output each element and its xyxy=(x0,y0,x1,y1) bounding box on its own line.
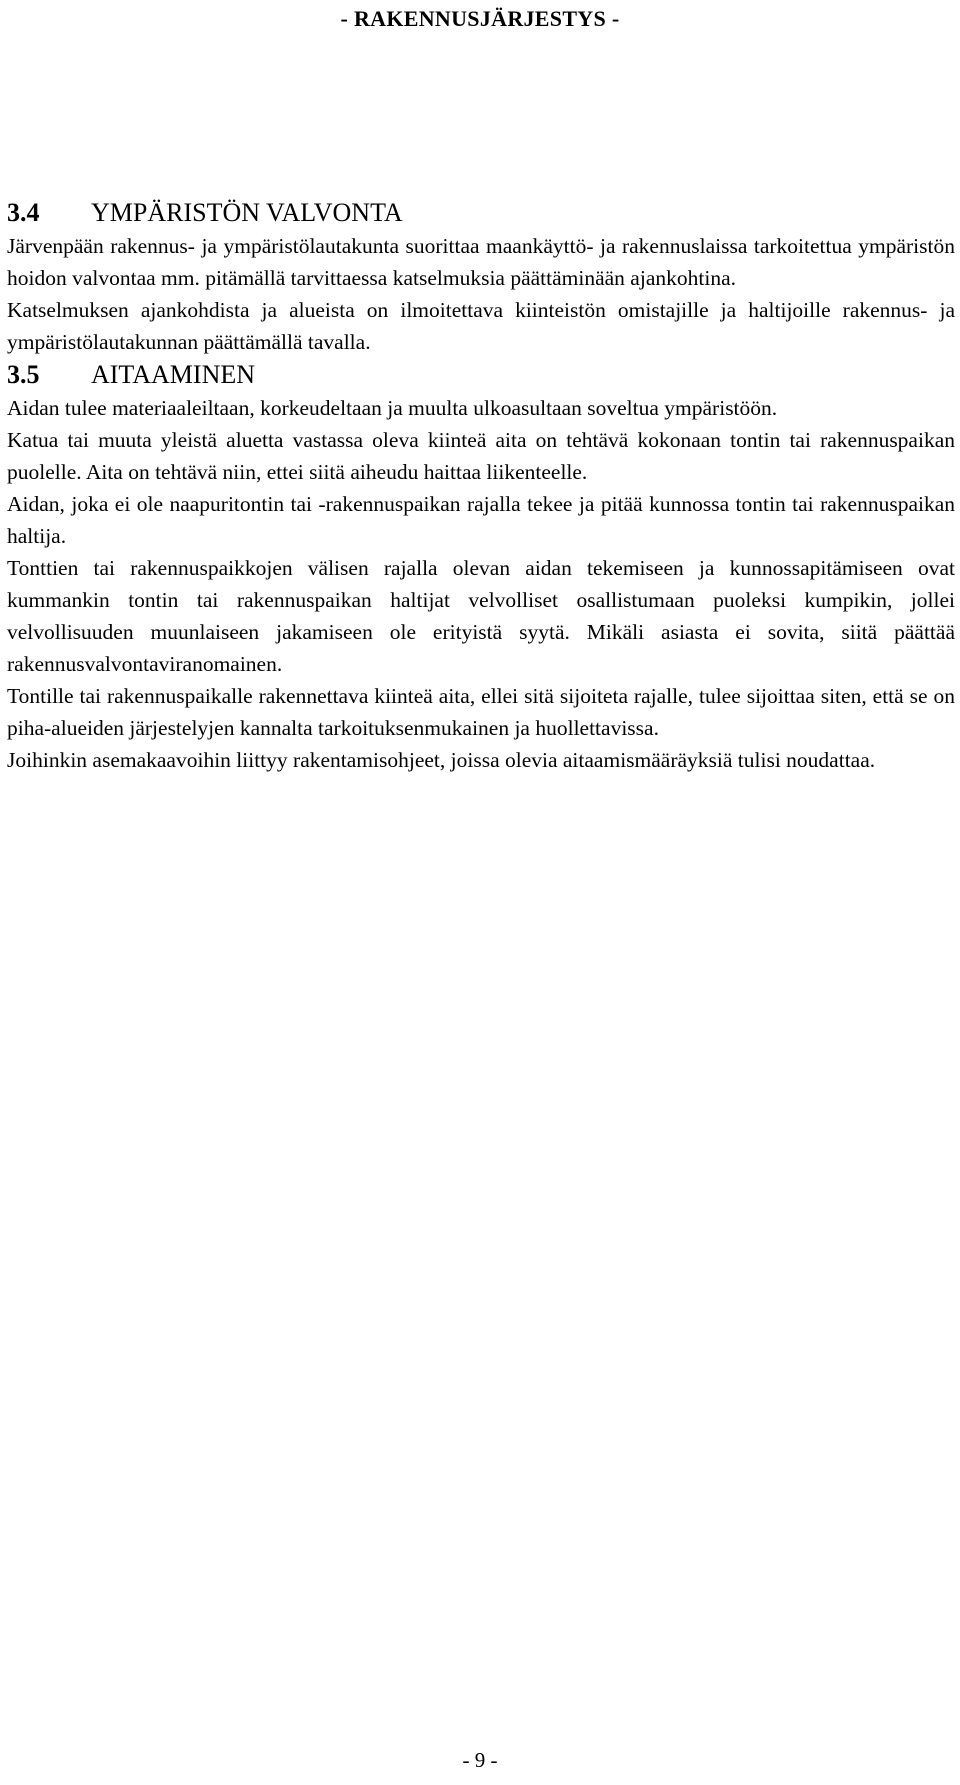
paragraph: Tontille tai rakennuspaikalle rakennettava kiinteä aita, ellei sitä sijoiteta rajalle, tulee sijoittaa siten, että se on piha-alueiden järjestelyjen kannalta tarkoituksenmukainen ja huollettavissa. xyxy=(7,684,955,740)
section-number: 3.5 xyxy=(7,360,40,389)
paragraph: Katua tai muuta yleistä aluetta vastassa oleva kiinteä aita on tehtävä kokonaan tontin tai rakennuspaikan puolelle. Aita on tehtävä niin, ettei siitä aiheudu haittaa liikenteelle. xyxy=(7,428,955,484)
paragraph: Katselmuksen ajankohdista ja alueista on ilmoitettava kiinteistön omistajille ja haltijoille rakennus- ja ympäristölautakunnan päättämällä tavalla. xyxy=(7,298,955,354)
page-header: - RAKENNUSJÄRJESTYS - xyxy=(340,6,620,31)
page-number: - 9 - xyxy=(462,1748,498,1772)
section-heading-3-5 xyxy=(7,358,955,392)
paragraph: Aidan, joka ei ole naapuritontin tai -rakennuspaikan rajalla tekee ja pitää kunnossa tontin tai rakennuspaikan haltija. xyxy=(7,492,955,548)
section-number: 3.4 xyxy=(7,198,40,227)
section-heading-3-4 xyxy=(7,196,955,230)
section-title: YMPÄRISTÖN VALVONTA xyxy=(91,198,403,227)
section-title: AITAAMINEN xyxy=(91,360,255,389)
paragraph: Joihinkin asemakaavoihin liittyy rakentamisohjeet, joissa olevia aitaamismääräyksiä tulisi noudattaa. xyxy=(7,748,876,772)
paragraph: Tonttien tai rakennuspaikkojen välisen rajalla olevan aidan tekemiseen ja kunnossapitämiseen ovat kummankin tontin tai rakennuspaikan haltijat velvolliset osallistumaan puoleksi kumpikin, jollei velvollisuuden muunlaiseen jakamiseen ole erityistä syytä. Mikäli asiasta ei sovita, siitä päättää rakennusvalvontaviranomainen. xyxy=(7,556,955,676)
paragraph: Aidan tulee materiaaleiltaan, korkeudeltaan ja muulta ulkoasultaan soveltua ympäristöön. xyxy=(7,396,778,420)
document-body xyxy=(7,196,955,776)
paragraph: Järvenpään rakennus- ja ympäristölautakunta suorittaa maankäyttö- ja rakennuslaissa tarkoitettua ympäristön hoidon valvontaa mm. pitämällä tarvittaessa katselmuksia päättäminään ajankohtina. xyxy=(7,234,955,290)
